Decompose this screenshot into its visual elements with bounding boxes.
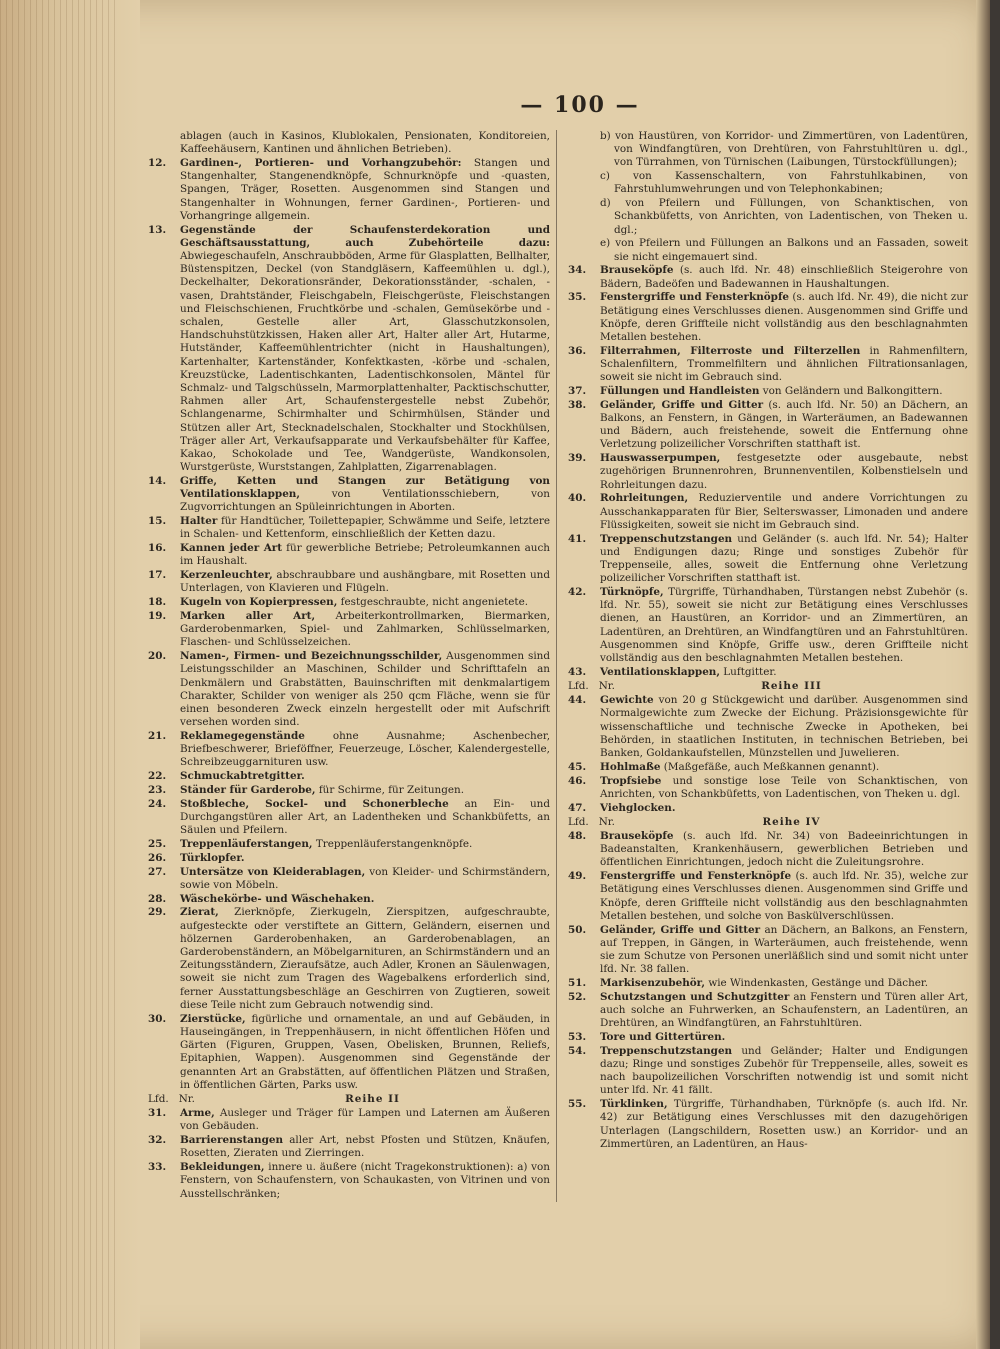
item-text: in Rahmenfiltern, Schalenfiltern, Trommelfiltern und ähnlichen Filtrationsanlagen, soweit sie nicht im Gebrauch sind. bbox=[600, 344, 968, 384]
item-text: ohne Ausnahme; Aschenbecher, Briefbeschwerer, Brieföffner, Feuerzeuge, Löscher, Kalendergestelle, Schreibzeuggarnituren usw. bbox=[180, 730, 550, 769]
item-term: Griffe, Ketten und Stangen zur Betätigung von Ventilationsklappen, bbox=[180, 475, 550, 501]
list-item bbox=[568, 977, 968, 990]
item-term: Viehglocken. bbox=[600, 801, 676, 814]
item-term: Filterrahmen, Filterroste und Filterzellen bbox=[600, 344, 861, 357]
item-text: abschraubbare und aushängbare, mit Rosetten und Unterlagen, von Klavieren und Flügeln. bbox=[180, 569, 550, 595]
list-item bbox=[148, 798, 550, 838]
item-term: Halter bbox=[180, 515, 218, 528]
item-term: Fenstergriffe und Fensterknöpfe bbox=[600, 291, 790, 304]
item-number: 19. bbox=[148, 610, 167, 623]
item-term: Brauseköpfe bbox=[600, 830, 674, 843]
list-item bbox=[148, 1161, 550, 1201]
item-text: (s. auch lfd. Nr. 48) einschließlich Steigerohre von Bädern, Badeöfen und Badewannen in Haushaltungen. bbox=[600, 264, 968, 290]
list-item bbox=[148, 542, 550, 568]
item-number: 32. bbox=[148, 1134, 167, 1147]
item-number: 23. bbox=[148, 784, 167, 797]
item-text: Luftgitter. bbox=[719, 665, 777, 678]
item-text: wie Windenkasten, Gestänge und Dächer. bbox=[705, 977, 929, 990]
item-text: Arbeiterkontrollmarken, Biermarken, Garderobenmarken, Spiel- und Zahlmarken, Schlüsselmarken, Flaschen- und Schlüsselzeichen. bbox=[180, 610, 550, 649]
item-term: Treppenschutzstangen bbox=[600, 532, 733, 545]
item-number: 42. bbox=[568, 586, 587, 599]
list-item bbox=[148, 650, 550, 729]
item-term: Tore und Gittertüren. bbox=[600, 1031, 726, 1044]
item-term: Tropfsiebe bbox=[600, 774, 662, 787]
item-text: von Kleider- und Schirmständern, sowie von Möbeln. bbox=[180, 865, 550, 891]
reihe-title: Reihe II bbox=[345, 1092, 400, 1105]
reihe-lfd: Lfd. bbox=[148, 1092, 169, 1105]
list-item bbox=[148, 1107, 550, 1133]
item-text: aller Art, nebst Pfosten und Stützen, Knäufen, Rosetten, Zieraten und Zierringen. bbox=[180, 1134, 550, 1160]
item-term: Hohlmaße bbox=[600, 760, 661, 773]
list-item bbox=[568, 802, 968, 815]
left-column bbox=[148, 130, 550, 1201]
item-number: 15. bbox=[148, 515, 167, 528]
item-text: Stangen und Stangenhalter, Stangenendknöpfe, Schnurknöpfe und -quasten, Spangen, Träger, Rosetten. Ausgenommen sind Stangen und Stangenhalter in Wohnungen, ferner Gardinen-, Portieren- und Vorhangringe allgemein. bbox=[180, 157, 550, 222]
list-item bbox=[148, 610, 550, 650]
list-item bbox=[568, 291, 968, 344]
sub-item: c) von Kassenschaltern, von Fahrstuhlkabinen, von Fahrstuhlumwehrungen und von Telephonkabinen; bbox=[600, 170, 968, 196]
item-term: Barrierenstangen bbox=[180, 1134, 284, 1147]
item-term: Türklinken, bbox=[600, 1098, 668, 1111]
list-item bbox=[148, 1134, 550, 1160]
item-number: 28. bbox=[148, 892, 167, 905]
item-text: (s. auch lfd. Nr. 35), welche zur Betätigung eines Verschlusses dienen. Ausgenommen sind Griffe und Knöpfe, deren Griffteile nicht vollständig aus den beschlagnahmten Metallen bestehen, und solche von Baskülverschlüssen. bbox=[600, 870, 968, 922]
item-number: 36. bbox=[568, 344, 587, 357]
reihe-title: Reihe III bbox=[761, 680, 822, 693]
item-text: (s. auch lfd. Nr. 50) an Dächern, an Balkons, an Fenstern, in Gängen, in Warteräumen, an Badewannen und Bädern, auch freistehende, soweit die Entfernung ohne Verletzung polizeilicher Vorschriften statthaft ist. bbox=[600, 398, 968, 451]
item-term: Markisenzubehör, bbox=[600, 977, 706, 990]
list-item bbox=[148, 784, 550, 797]
item-number: 45. bbox=[568, 760, 587, 773]
sub-item: e) von Pfeilern und Füllungen an Balkons und an Fassaden, soweit sie nicht eingemauert sind. bbox=[600, 237, 968, 263]
column-divider bbox=[556, 130, 557, 1202]
item-number: 47. bbox=[568, 801, 587, 814]
item-text: Zierknöpfe, Zierkugeln, Zierspitzen, aufgeschraubte, aufgesteckte oder verstiftete an Gittern, Geländern, eisernen und hölzernen Garderobenhaken, an Garderobenablagen, an Garderobenständern, an Möbelgarnituren, an Schirmständern und an Zeitungsständern, Zieraufsätze, auch Adler, Kronen an Säulenwagen, soweit sie nicht zum Tragen des Wagebalkens erforderlich sind, ferner Ausstattungsbeschläge an Geschirren von Zugtieren, soweit diese Teile nicht zum Gebrauch notwendig sind. bbox=[180, 906, 550, 1011]
reihe-nr: Nr. bbox=[178, 1092, 195, 1105]
reihe-header bbox=[568, 680, 968, 693]
list-item bbox=[148, 893, 550, 906]
list-item bbox=[568, 1045, 968, 1098]
item-term: Geländer, Griffe und Gitter bbox=[600, 923, 761, 936]
reihe-header bbox=[148, 1093, 550, 1106]
item-number: 53. bbox=[568, 1031, 587, 1044]
item-term: Arme, bbox=[180, 1107, 215, 1120]
item-term: Zierstücke, bbox=[180, 1012, 246, 1025]
reihe-title: Reihe IV bbox=[762, 815, 821, 828]
list-item bbox=[148, 1013, 550, 1092]
reihe-2-list bbox=[148, 1107, 550, 1201]
item-term: Rohrleitungen, bbox=[600, 492, 689, 505]
item-text: von 20 g Stückgewicht und darüber. Ausgenommen sind Normalgewichte zum Zwecke der Eichung. Präzisionsgewichte für wissenschaftliche und technische Zwecke in Apotheken, bei Behörden, in staatlichen Instituten, in technischen Betrieben, bei Banken, Goldankaufstellen, Münzstellen und Juwelieren. bbox=[600, 694, 968, 760]
reihe-lfd: Lfd. bbox=[568, 815, 589, 828]
list-item bbox=[568, 924, 968, 977]
item-term: Schutzstangen und Schutzgitter bbox=[600, 990, 790, 1003]
item-term: Ständer für Garderobe, bbox=[180, 784, 316, 797]
item-number: 22. bbox=[148, 770, 167, 783]
item-number: 50. bbox=[568, 923, 587, 936]
item-term: Treppenläuferstangen, bbox=[180, 838, 313, 851]
list-item bbox=[568, 586, 968, 665]
item-term: Stoßbleche, Sockel- und Schonerbleche bbox=[180, 797, 449, 810]
item-term: Bekleidungen, bbox=[180, 1161, 265, 1174]
item-text: von Geländern und Balkongittern. bbox=[759, 385, 943, 398]
item-text: an Ein- und Durchgangstüren aller Art, an Ladentheken und Schankbüfetts, an Säulen und Pfeilern. bbox=[180, 797, 550, 837]
item-number: 13. bbox=[148, 223, 167, 236]
item-text: und Geländer (s. auch lfd. Nr. 54); Halter und Endigungen dazu; Ringe und sonstiges Zubehör für Treppenseile, alles, soweit die Entfernung ohne Verletzung polizeilicher Vorschriften statthaft ist. bbox=[600, 532, 968, 585]
list-item bbox=[568, 385, 968, 398]
list-item bbox=[568, 1098, 968, 1151]
item-text: für Handtücher, Toilettepapier, Schwämme und Seife, letztere in Schalen- und Kettenform, einschließlich der Ketten dazu. bbox=[180, 515, 550, 541]
item-text: figürliche und ornamentale, an und auf Gebäuden, in Hauseingängen, in Treppenhäusern, in nicht öffentlichen Höfen und Gärten (Figuren, Gruppen, Vasen, Obelisken, Brunnen, Reliefs, Epitaphien, Wappen). Ausgenommen sind Gegenstände der genannten Art an Grabstätten, auf öffentlichen Plätzen und Straßen, in öffentlichen Gärten, Parks usw. bbox=[180, 1012, 550, 1091]
item-text: Türgriffe, Türhandhaben, Türknöpfe (s. auch lfd. Nr. 42) zur Betätigung eines Verschlusses mit den dazugehörigen Unterlagen (Langschildern, Rosetten usw.) an Korridor- und an Zimmertüren, an Ladentüren, an Haus- bbox=[600, 1098, 968, 1150]
item-term: Zierat, bbox=[180, 906, 219, 919]
book-cover-edge bbox=[976, 0, 990, 1349]
item-text: an Dächern, an Balkons, an Fenstern, auf Treppen, in Gängen, in Warteräumen, auch freistehende, wenn sie zum Schutze von Personen unerläßlich sind und somit nicht unter lfd. Nr. 38 fallen. bbox=[600, 923, 968, 976]
item-term: Gardinen-, Portieren- und Vorhangzubehör: bbox=[180, 157, 462, 169]
item-number: 38. bbox=[568, 398, 587, 411]
item-number: 44. bbox=[568, 694, 587, 707]
sub-items-list bbox=[568, 130, 968, 264]
item-text: innere u. äußere (nicht Tragekonstruktionen): a) von Fenstern, von Schaufenstern, von Schaukasten, von Vitrinen und von Ausstellschränken; bbox=[180, 1161, 550, 1200]
list-item bbox=[148, 852, 550, 865]
list-item bbox=[568, 452, 968, 492]
item-term: Türklopfer. bbox=[180, 851, 245, 864]
list-item bbox=[568, 694, 968, 760]
item-term: Fenstergriffe und Fensterknöpfe bbox=[600, 870, 792, 883]
list-item bbox=[568, 345, 968, 385]
item-text: für gewerbliche Betriebe; Petroleumkannen auch im Haushalt. bbox=[180, 542, 550, 568]
item-number: 26. bbox=[148, 851, 167, 864]
list-item bbox=[568, 830, 968, 870]
item-number: 18. bbox=[148, 596, 167, 609]
item-term: Brauseköpfe bbox=[600, 264, 674, 277]
reihe-header bbox=[568, 816, 968, 829]
item-term: Wäschekörbe- und Wäschehaken. bbox=[180, 892, 375, 905]
item-number: 41. bbox=[568, 532, 587, 545]
item-term: Hauswasserpumpen, bbox=[600, 452, 721, 465]
list-item bbox=[148, 569, 550, 595]
list-item bbox=[148, 515, 550, 541]
item-text: und Geländer; Halter und Endigungen dazu; Ringe und sonstiges Zubehör für Treppenseile, alles, soweit es nach baupolizeilichen Vorschriften notwendig ist und somit nicht unter lfd. Nr. 41 fällt. bbox=[600, 1044, 968, 1097]
item-term: Marken aller Art, bbox=[180, 610, 316, 623]
right-item-list bbox=[568, 264, 968, 679]
list-item bbox=[568, 775, 968, 801]
item-term: Gegenstände der Schaufensterdekoration und Geschäftsausstattung, auch Zubehörteile dazu: bbox=[180, 223, 550, 249]
sub-item: d) von Pfeilern und Füllungen, von Schanktischen, von Schankbüfetts, von Anrichten, von Ladentischen, von Theken u. dgl.; bbox=[600, 197, 968, 236]
item-text: (Maßgefäße, auch Meßkannen genannt). bbox=[660, 760, 880, 773]
item-term: Kerzenleuchter, bbox=[180, 569, 273, 582]
item-number: 54. bbox=[568, 1044, 587, 1057]
list-item bbox=[568, 870, 968, 923]
item-term: Kannen jeder Art bbox=[180, 542, 283, 555]
list-item bbox=[568, 399, 968, 452]
item-text: Reduzierventile und andere Vorrichtungen zu Ausschankapparaten für Bier, Selterswasser, Limonaden und andere Flüssigkeiten, soweit sie nicht im Gebrauch sind. bbox=[600, 492, 968, 531]
item-number: 14. bbox=[148, 475, 167, 488]
item-text: für Schirme, für Zeitungen. bbox=[315, 784, 465, 797]
item-number: 33. bbox=[148, 1161, 167, 1174]
list-item bbox=[148, 224, 550, 475]
reihe-3-list bbox=[568, 694, 968, 815]
item-number: 17. bbox=[148, 569, 167, 582]
list-item bbox=[148, 730, 550, 770]
item-number: 46. bbox=[568, 774, 587, 787]
item-number: 34. bbox=[568, 264, 587, 277]
list-item bbox=[148, 596, 550, 609]
item-number: 55. bbox=[568, 1098, 587, 1111]
item-term: Geländer, Griffe und Gitter bbox=[600, 398, 764, 411]
item-number: 24. bbox=[148, 797, 167, 810]
item-text: von Ventilationsschiebern, von Zugvorrichtungen an Spüleinrichtungen in Aborten. bbox=[180, 488, 550, 514]
item-number: 40. bbox=[568, 492, 587, 505]
item-text: (s. auch lfd. Nr. 49), die nicht zur Betätigung eines Verschlusses dienen. Ausgenommen sind Griffe und Knöpfe, deren Griffteile nicht vollständig aus den beschlagnahmten Metallen bestehen. bbox=[600, 291, 968, 344]
list-item bbox=[568, 666, 968, 679]
item-number: 30. bbox=[148, 1012, 167, 1025]
item-number: 25. bbox=[148, 838, 167, 851]
page-number: — 100 — bbox=[520, 92, 640, 118]
item-number: 35. bbox=[568, 291, 587, 304]
right-column bbox=[568, 130, 968, 1152]
item-number: 48. bbox=[568, 830, 587, 843]
list-item bbox=[568, 991, 968, 1031]
continuation-text: ablagen (auch in Kasinos, Klublokalen, Pensionaten, Konditoreien, Kaffeehäusern, Kantinen und ähnlichen Betrieben). bbox=[180, 130, 550, 156]
list-item bbox=[148, 475, 550, 515]
list-item bbox=[568, 264, 968, 290]
item-term: Türknöpfe, bbox=[600, 586, 664, 599]
item-number: 52. bbox=[568, 990, 587, 1003]
item-number: 43. bbox=[568, 665, 587, 678]
item-text: Abwiegeschaufeln, Anschraubböden, Arme für Glasplatten, Bellhalter, Büstenspitzen, Deckel (von Standgläsern, Kaffeemühlen u. dgl.), Deckelhalter, Dekorationsränder, Dekorationsständer, -schalen, -vasen, Drahtständer, Fleischgabeln, Fleischgerüste, Fleischstangen und Fleischschienen, Fruchtkörbe und -schalen, Gemüsekörbe und -schalen, Gestelle aller Art, Glasschutzkonsolen, Handschuhstützkissen, Haken aller Art, Halter aller Art, Hutarme, Hutständer, Kaffeemühlentrichter (nicht in Haushaltungen), Kartenhalter, Kartenständer, Konfektkasten, -körbe und -schalen, Kreuzstücke, Ladentischkanten, Ladentischkonsolen, Mäntel für Schmalz- und Talgschüsseln, Marmorplattenhalter, Packtischschutter, Rahmen aller Art, Schaufenstergestelle nebst Zubehör, Schlangenarme, Schirmhalter und Schirmhülsen, Ständer und Stützen aller Art, Stecknadelschalen, Stockhalter und Stockhülsen, Träger aller Art, Verkaufsapparate und Verkaufsbehälter für Kaffee, Kakao, Schokolade und Tee, Wandgerüste, Wandkonsolen, Wurstgerüste, Wurststangen, Zahlplatten, Zigarrenablagen. bbox=[180, 250, 551, 474]
list-item bbox=[148, 838, 550, 851]
item-text: Treppenläuferstangenknöpfe. bbox=[312, 838, 473, 851]
item-text: festgesetzte oder ausgebaute, nebst zugehörigen Brunnenrohren, Brunnenventilen, Kolbenstielseln und Rohrleitungen dazu. bbox=[600, 452, 968, 491]
reihe-lfd: Lfd. bbox=[568, 680, 589, 693]
item-number: 16. bbox=[148, 542, 167, 555]
item-term: Füllungen und Handleisten bbox=[600, 385, 760, 398]
list-item bbox=[568, 1031, 968, 1044]
list-item bbox=[568, 761, 968, 774]
item-number: 31. bbox=[148, 1107, 167, 1120]
page-stack-edge bbox=[0, 0, 115, 1349]
list-item bbox=[148, 770, 550, 783]
item-text: Ausleger und Träger für Lampen und Laternen am Äußeren von Gebäuden. bbox=[180, 1107, 550, 1133]
item-term: Ventilationsklappen, bbox=[600, 665, 720, 678]
item-number: 51. bbox=[568, 977, 587, 990]
item-term: Reklamegegenstände bbox=[180, 730, 305, 743]
item-number: 49. bbox=[568, 870, 587, 883]
left-item-list bbox=[148, 157, 550, 1092]
item-term: Untersätze von Kleiderablagen, bbox=[180, 865, 366, 878]
item-number: 20. bbox=[148, 650, 167, 663]
item-term: Gewichte bbox=[600, 694, 654, 707]
item-number: 12. bbox=[148, 157, 167, 169]
item-number: 29. bbox=[148, 906, 167, 919]
list-item bbox=[148, 906, 550, 1012]
list-item bbox=[568, 533, 968, 586]
item-term: Schmuckabtretgitter. bbox=[180, 770, 305, 783]
item-text: Türgriffe, Türhandhaben, Türstangen nebst Zubehör (s. lfd. Nr. 55), soweit sie nicht zur Betätigung eines Verschlusses dienen, an Haustüren, an Korridor- und an Zimmertüren, an Ladentüren, an Drehtüren, an Windfangtüren und an Fahrstuhltüren. Ausgenommen sind Knöpfe, Griffe usw., deren Griffteile nicht vollständig aus den beschlagnahmten Metallen bestehen. bbox=[600, 586, 968, 665]
item-text: Ausgenommen sind Leistungsschilder an Maschinen, Schilder und Schrifttafeln an Denkmälern und Grabstätten, Bauinschriften mit denkmalartigem Charakter, Schilder von weniger als 250 qcm Fläche, wenn sie für einen besonderen Zweck einzeln hergestellt oder mit Aufschrift versehen worden sind. bbox=[180, 650, 550, 729]
list-item bbox=[568, 492, 968, 532]
item-number: 39. bbox=[568, 452, 587, 465]
item-text: an Fenstern und Türen aller Art, auch solche an Fuhrwerken, an Schaufenstern, an Ladentüren, an Drehtüren, an Windfangtüren, an Fahrstuhltüren. bbox=[600, 990, 969, 1030]
reihe-nr: Nr. bbox=[598, 815, 615, 828]
item-text: und sonstige lose Teile von Schanktischen, von Anrichten, von Schankbüfetts, von Ladentischen, von Theken u. dgl. bbox=[600, 774, 968, 800]
item-number: 27. bbox=[148, 865, 167, 878]
item-term: Treppenschutzstangen bbox=[600, 1044, 733, 1057]
list-item bbox=[148, 866, 550, 892]
sub-item: b) von Haustüren, von Korridor- und Zimmertüren, von Ladentüren, von Windfangtüren, von Drehtüren, von Fahrstuhltüren u. dgl., von Türrahmen, von Türnischen (Laibungen, Türstockfüllungen); bbox=[600, 130, 968, 169]
item-text: (s. auch lfd. Nr. 34) von Badeeinrichtungen in Badeanstalten, Krankenhäusern, gewerblichen Betrieben und öffentlichen Einrichtungen, jedoch nicht die Zuleitungsrohre. bbox=[600, 830, 968, 869]
item-term: Kugeln von Kopierpressen, bbox=[180, 596, 338, 609]
item-term: Namen-, Firmen- und Bezeichnungsschilder, bbox=[180, 650, 443, 663]
list-item bbox=[148, 157, 550, 223]
reihe-nr: Nr. bbox=[598, 680, 615, 693]
item-number: 37. bbox=[568, 385, 587, 398]
item-number: 21. bbox=[148, 730, 167, 743]
item-text: festgeschraubte, nicht angenietete. bbox=[337, 596, 529, 609]
reihe-4-list bbox=[568, 830, 968, 1151]
